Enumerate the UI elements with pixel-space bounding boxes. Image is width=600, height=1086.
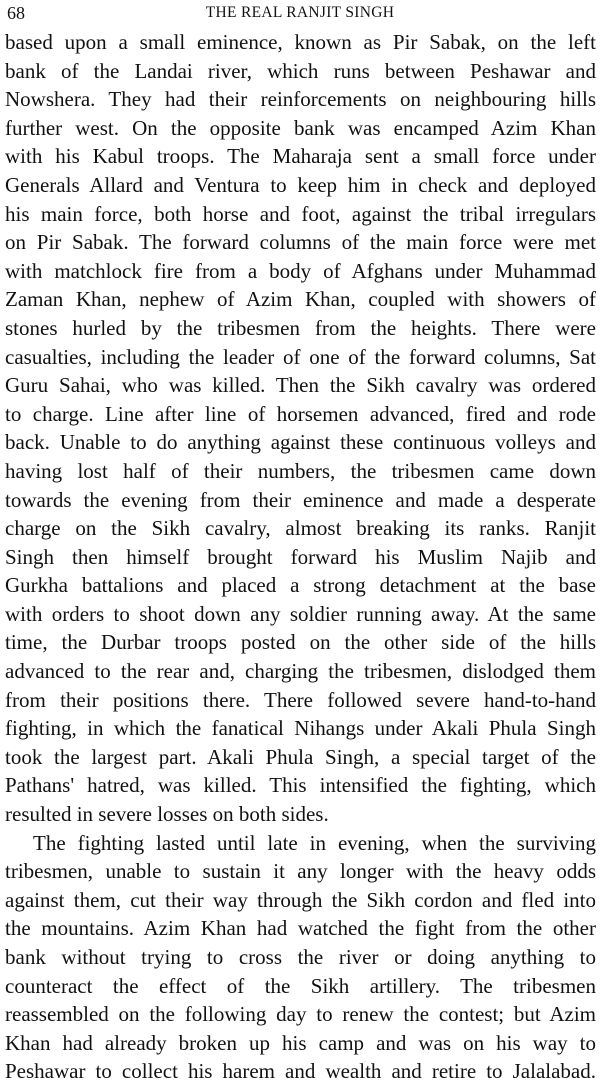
text-line: Nowshera. They had their reinforcements on neighbouring hills xyxy=(5,87,596,112)
text-line: his main force, both horse and foot, against the tribal irregulars xyxy=(5,201,596,226)
text-line: took the largest part. Akali Phula Singh, a special target of the xyxy=(5,744,596,769)
text-line: Singh then himself brought forward his Muslim Najib and xyxy=(5,544,596,569)
text-line: based upon a small eminence, known as Pir Sabak, on the left xyxy=(5,30,596,54)
text-line: Khan had already broken up his camp and was on his way to xyxy=(5,1030,596,1055)
text-line: back. Unable to do anything against these continuous volleys and xyxy=(5,430,596,455)
text-line: counteract the effect of the Sikh artillery. The tribesmen xyxy=(5,973,596,998)
text-line: towards the evening from their eminence and made a desperate xyxy=(5,487,596,512)
text-line: Pathans' hatred, was killed. This intensified the fighting, which xyxy=(5,773,596,798)
text-line: with his Kabul troops. The Maharaja sent a small force under xyxy=(5,144,596,169)
text-line: charge on the Sikh cavalry, almost breaking its ranks. Ranjit xyxy=(5,516,596,541)
text-line: having lost half of their numbers, the tribesmen came down xyxy=(5,458,596,483)
text-line: casualties, including the leader of one of the forward columns, Sat xyxy=(5,344,596,369)
text-line: Gurkha battalions and placed a strong detachment at the base xyxy=(5,573,596,598)
text-line: against them, cut their way through the Sikh cordon and fled into xyxy=(5,887,596,912)
text-line: Guru Sahai, who was killed. Then the Sikh cavalry was ordered xyxy=(5,373,596,398)
text-line: the mountains. Azim Khan had watched the fight from the other xyxy=(5,916,596,941)
text-line: to charge. Line after line of horsemen advanced, fired and rode xyxy=(5,401,596,426)
paragraph-last-line: resulted in severe losses on both sides. xyxy=(5,802,329,827)
text-line: Generals Allard and Ventura to keep him in check and deployed xyxy=(5,172,596,197)
text-line: with orders to shoot down any soldier running away. At the same xyxy=(5,601,596,626)
text-line: tribesmen, unable to sustain it any longer with the heavy odds xyxy=(5,859,596,884)
page-header xyxy=(7,3,593,27)
text-line: advanced to the rear and, charging the tribesmen, dislodged them xyxy=(5,659,596,684)
text-line: from their positions there. There followed severe hand-to-hand xyxy=(5,687,596,712)
text-line: Peshawar to collect his harem and wealth and retire to Jalalabad. xyxy=(5,1059,596,1084)
text-line: bank of the Landai river, which runs between Peshawar and xyxy=(5,58,596,83)
text-line: on Pir Sabak. The forward columns of the main force were met xyxy=(5,230,596,255)
body-text xyxy=(5,28,596,1086)
text-line: Zaman Khan, nephew of Azim Khan, coupled with showers of xyxy=(5,287,596,312)
text-line: fighting, in which the fanatical Nihangs under Akali Phula Singh xyxy=(5,716,596,741)
text-line: reassembled on the following day to renew the contest; but Azim xyxy=(5,1002,596,1027)
paragraph-first-line: The fighting lasted until late in evening, when the surviving xyxy=(33,830,596,855)
running-head: THE REAL RANJIT SINGH xyxy=(205,4,395,21)
page-number: 68 xyxy=(7,3,25,23)
text-line: with matchlock fire from a body of Afghans under Muhammad xyxy=(5,258,596,283)
text-line: further west. On the opposite bank was encamped Azim Khan xyxy=(5,115,596,140)
text-line: time, the Durbar troops posted on the other side of the hills xyxy=(5,630,596,655)
text-line: stones hurled by the tribesmen from the heights. There were xyxy=(5,315,596,340)
text-line: bank without trying to cross the river or doing anything to xyxy=(5,945,596,969)
